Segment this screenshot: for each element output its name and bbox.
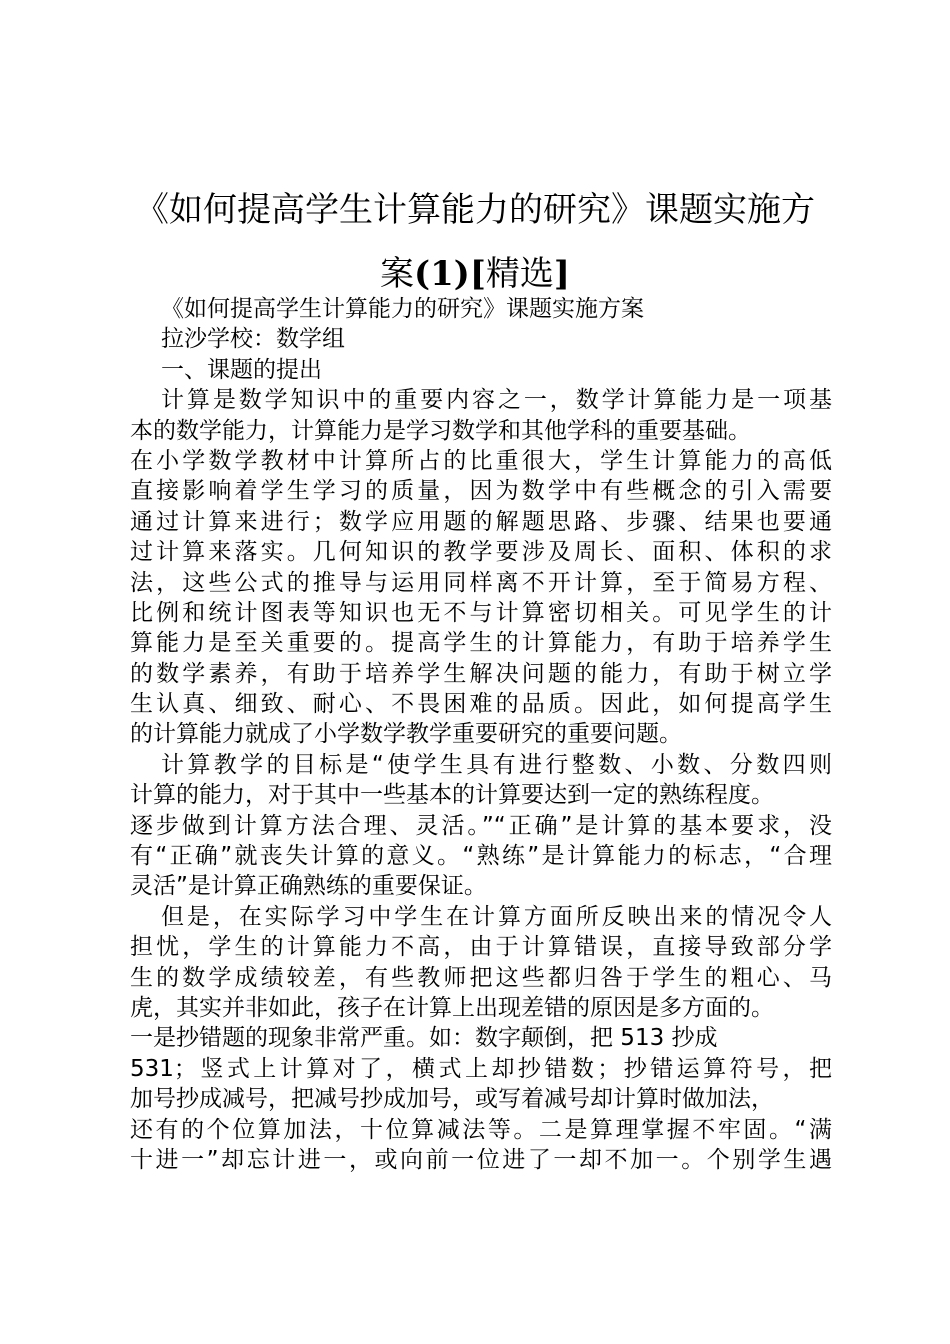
body-line: 法，这些公式的推导与运用同样离不开计算，至于简易方程、 (130, 569, 832, 596)
body-line: 担忧，学生的计算能力不高，由于计算错误，直接导致部分学 (130, 934, 832, 961)
body-line: 的数学素养，有助于培养学生解决问题的能力，有助于树立学 (130, 660, 832, 687)
body-line: 虎，其实并非如此，孩子在计算上出现差错的原因是多方面的。 (130, 994, 774, 1021)
body-line: 本的数学能力，计算能力是学习数学和其他学科的重要基础。 (130, 417, 751, 444)
body-line: 过计算来落实。几何知识的教学要涉及周长、面积、体积的求 (130, 539, 832, 566)
title-line-2-number: (1)[ (413, 254, 486, 294)
body-line: 生的数学成绩较差，有些教师把这些都归咎于学生的粗心、马 (130, 964, 832, 991)
body-line: 的计算能力就成了小学数学教学重要研究的重要问题。 (130, 721, 682, 748)
title-line-2-tag: 精选 (485, 254, 554, 294)
body-line: 加号抄成减号，把减号抄成加号，或写着减号却计算时做加法， (130, 1086, 774, 1113)
body-line: 十进一”却忘计进一，或向前一位进了一却不加一。个别学生遇 (130, 1146, 832, 1173)
body-line: 531；竖式上计算对了，横式上却抄错数；抄错运算符号，把 (130, 1055, 832, 1082)
body-line: 算能力是至关重要的。提高学生的计算能力，有助于培养学生 (130, 630, 832, 657)
title-line-1: 《如何提高学生计算能力的研究》课题实施方 (135, 190, 815, 230)
title-line-2-part: 案 (379, 254, 414, 294)
body-line: 生认真、细致、耐心、不畏困难的品质。因此，如何提高学生 (130, 691, 832, 718)
body-line: 通过计算来进行；数学应用题的解题思路、步骤、结果也要通 (130, 508, 832, 535)
body-line: 比例和统计图表等知识也无不与计算密切相关。可见学生的计 (130, 599, 832, 626)
body-line: 计算是数学知识中的重要内容之一，数学计算能力是一项基 (161, 387, 832, 414)
body-line: 有“正确”就丧失计算的意义。“熟练”是计算能力的标志，“合理 (130, 843, 832, 870)
title-line-2-bracket: ] (553, 254, 570, 294)
body-line: 还有的个位算加法，十位算减法等。二是算理掌握不牢固。“满 (130, 1116, 832, 1143)
title-line-2 (380, 254, 570, 294)
body-line: 计算的能力，对于其中一些基本的计算要达到一定的熟练程度。 (130, 782, 774, 809)
body-line: 逐步做到计算方法合理、灵活。”“正确”是计算的基本要求，没 (130, 812, 832, 839)
body-line: 计算教学的目标是“使学生具有进行整数、小数、分数四则 (161, 751, 832, 778)
document-title (100, 178, 850, 306)
body-line: 一是抄错题的现象非常严重。如：数字颠倒，把 513 抄成 (130, 1025, 718, 1052)
body-line: 在小学数学教材中计算所占的比重很大，学生计算能力的高低 (130, 447, 832, 474)
body-line: 直接影响着学生学习的质量，因为数学中有些概念的引入需要 (130, 478, 832, 505)
body-line: 一、课题的提出 (161, 356, 322, 383)
body-line: 《如何提高学生计算能力的研究》课题实施方案 (161, 296, 644, 322)
body-line: 灵活”是计算正确熟练的重要保证。 (130, 873, 487, 900)
document-body (130, 294, 832, 1175)
body-line: 拉沙学校：数学组 (161, 326, 345, 353)
body-line: 但是，在实际学习中学生在计算方面所反映出来的情况令人 (161, 903, 832, 930)
